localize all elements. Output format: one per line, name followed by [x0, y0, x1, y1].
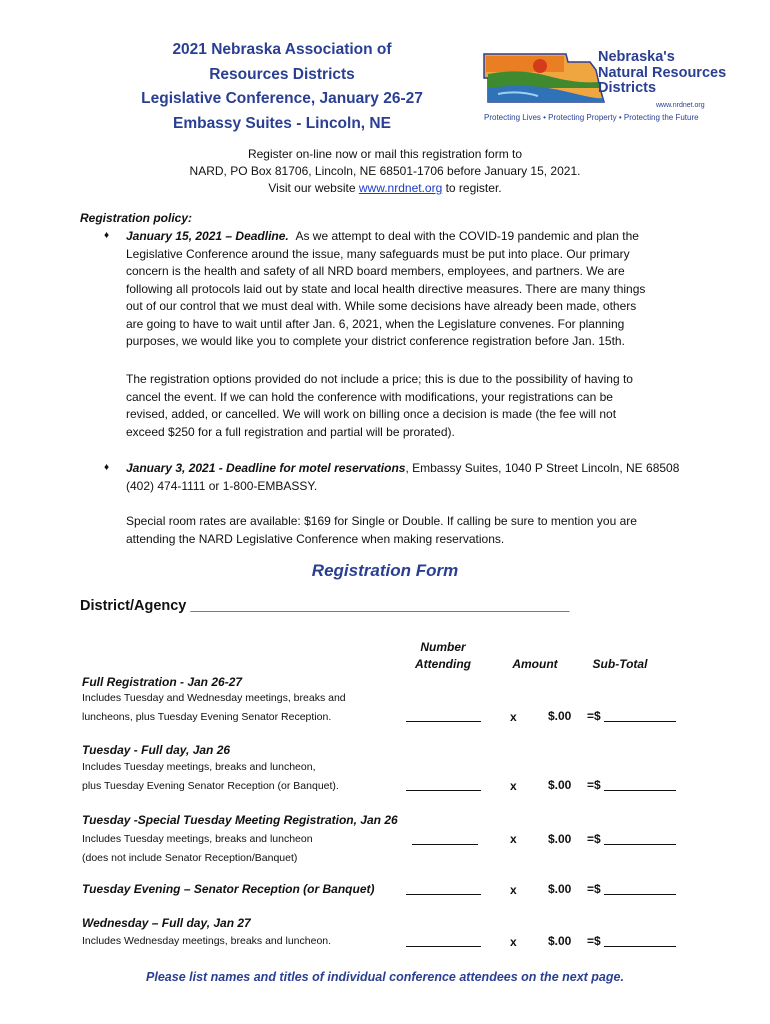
- amount-value: $.00: [548, 778, 572, 792]
- subtotal-field[interactable]: [604, 789, 676, 791]
- policy-line: , Embassy Suites, 1040 P Street Lincoln, NE 68508: [405, 461, 680, 475]
- policy-line: Legislative Conference around the issue, many safeguards must be put into place. Our primary: [126, 246, 630, 261]
- row-desc-line: Includes Tuesday meetings, breaks and luncheon,: [82, 761, 316, 773]
- policy-item-2: [126, 460, 696, 495]
- number-attending-field[interactable]: [406, 893, 481, 895]
- policy-line: concern is the health and safety of all NRD board members, employees, and partners. We are: [126, 264, 625, 278]
- subtotal-field[interactable]: [604, 945, 676, 947]
- multiply-sign: x: [510, 710, 517, 724]
- intro-text: Visit our website: [268, 181, 359, 195]
- amount-value: $.00: [548, 934, 572, 948]
- conference-title: [92, 38, 472, 136]
- row-title: Full Registration - Jan 26-27: [82, 675, 243, 689]
- row-desc-line: plus Tuesday Evening Senator Reception (or Banquet).: [82, 780, 339, 792]
- policy-line: following all protocols laid out by state and local health directive measures. There are many things: [126, 281, 646, 296]
- column-header-text: Attending: [415, 657, 471, 671]
- website-link[interactable]: www.nrdnet.org: [358, 181, 443, 195]
- title-line: 2021 Nebraska Association of: [172, 41, 392, 58]
- policy-line: cancel the event. If we can hold the conference with modifications, your registrations can be: [126, 389, 613, 404]
- policy-item-1: [126, 228, 686, 351]
- row-title: Tuesday Evening – Senator Reception (or Banquet): [82, 882, 375, 896]
- intro-line: Register on-line now or mail this registration form to: [247, 147, 523, 161]
- subtotal-field[interactable]: [604, 720, 676, 722]
- row-description: [82, 689, 346, 727]
- row-desc-line: Includes Tuesday meetings, breaks and luncheon: [82, 833, 313, 845]
- logo-name-line: Nebraska's: [598, 49, 675, 65]
- logo-name-line: Districts: [598, 80, 657, 96]
- title-line: Embassy Suites - Lincoln, NE: [173, 114, 391, 132]
- policy-line: As we attempt to deal with the COVID-19 pandemic and plan the: [295, 229, 639, 243]
- logo-name-line: Natural Resources: [598, 64, 727, 81]
- title-line: Legislative Conference, January 26-27: [141, 90, 423, 107]
- subtotal-prefix: =$: [587, 882, 601, 896]
- number-attending-field[interactable]: [406, 945, 481, 947]
- policy-item-lead: January 15, 2021 – Deadline.: [126, 229, 289, 243]
- subtotal-prefix: =$: [587, 709, 601, 723]
- policy-paragraph: [126, 371, 686, 441]
- logo-tagline: Protecting Lives • Protecting Property • Protecting the Future: [484, 113, 699, 122]
- multiply-sign: x: [510, 832, 517, 846]
- intro-line: NARD, PO Box 81706, Lincoln, NE 68501-1706 before January 15, 2021.: [189, 164, 581, 178]
- row-description: [82, 758, 339, 796]
- amount-value: $.00: [548, 832, 572, 846]
- number-attending-field[interactable]: [406, 720, 481, 722]
- multiply-sign: x: [510, 935, 517, 949]
- subtotal-field[interactable]: [604, 893, 676, 895]
- footer-note: Please list names and titles of individual conference attendees on the next page.: [146, 970, 624, 984]
- policy-item-lead: January 3, 2021 - Deadline for motel reservations: [126, 461, 406, 475]
- policy-line: are going to have to wait until after Jan. 6, 2021, when the Legislature convenes. For planning: [126, 316, 625, 331]
- row-title: Wednesday – Full day, Jan 27: [82, 916, 251, 930]
- row-desc-line: Includes Tuesday and Wednesday meetings, breaks and: [82, 692, 346, 704]
- amount-value: $.00: [548, 709, 572, 723]
- multiply-sign: x: [510, 883, 517, 897]
- row-desc-line: (does not include Senator Reception/Banquet): [82, 852, 298, 864]
- row-description: [82, 830, 313, 868]
- policy-line: (402) 474-1111 or 1-800-EMBASSY.: [126, 478, 318, 493]
- policy-line: The registration options provided do not include a price; this is due to the possibility of having to: [126, 372, 633, 386]
- policy-paragraph: [126, 513, 686, 548]
- subtotal-prefix: =$: [587, 832, 601, 846]
- subtotal-prefix: =$: [587, 778, 601, 792]
- row-title: Tuesday - Full day, Jan 26: [82, 743, 231, 757]
- policy-line: Special room rates are available: $169 for Single or Double. If calling be sure to mention you are: [126, 514, 637, 528]
- multiply-sign: x: [510, 779, 517, 793]
- diamond-bullet-icon: ♦: [104, 230, 110, 241]
- row-desc-line: Includes Wednesday meetings, breaks and luncheon.: [82, 935, 332, 947]
- row-desc-line: luncheons, plus Tuesday Evening Senator Reception.: [82, 711, 332, 723]
- logo-url: www.nrdnet.org: [656, 102, 705, 109]
- intro-text: to register.: [442, 181, 502, 195]
- policy-line: out of our control that we must deal with. While some decisions have already been made, others: [126, 299, 637, 313]
- intro-line: [0, 180, 770, 197]
- amount-value: $.00: [548, 882, 572, 896]
- row-title: Tuesday -Special Tuesday Meeting Registration, Jan 26: [82, 813, 398, 827]
- policy-line: revised, added, or cancelled. We will work on billing once a decision is made (the fee will not: [126, 407, 617, 421]
- column-header-number: [408, 639, 478, 673]
- policy-line: attending the NARD Legislative Conference when making reservations.: [126, 531, 505, 546]
- diamond-bullet-icon: ♦: [104, 462, 110, 473]
- subtotal-field[interactable]: [604, 843, 676, 845]
- column-header-text: Number: [420, 640, 466, 654]
- column-header-amount: Amount: [512, 657, 558, 671]
- column-header-subtotal: Sub-Total: [592, 657, 648, 671]
- policy-heading: Registration policy:: [80, 211, 193, 225]
- row-description: [82, 932, 331, 951]
- title-line: Resources Districts: [209, 65, 355, 83]
- subtotal-prefix: =$: [587, 934, 601, 948]
- number-attending-field[interactable]: [412, 843, 478, 845]
- agency-field[interactable]: District/Agency _______________________________________________: [80, 598, 570, 614]
- nrd-logo: [478, 48, 727, 128]
- form-title: Registration Form: [311, 561, 459, 580]
- policy-line: purposes, we would like you to complete your district conference registration before Jan. 15th.: [126, 334, 625, 348]
- number-attending-field[interactable]: [406, 789, 481, 791]
- policy-line: exceed $250 for a full registration and partial will be prorated).: [126, 424, 455, 439]
